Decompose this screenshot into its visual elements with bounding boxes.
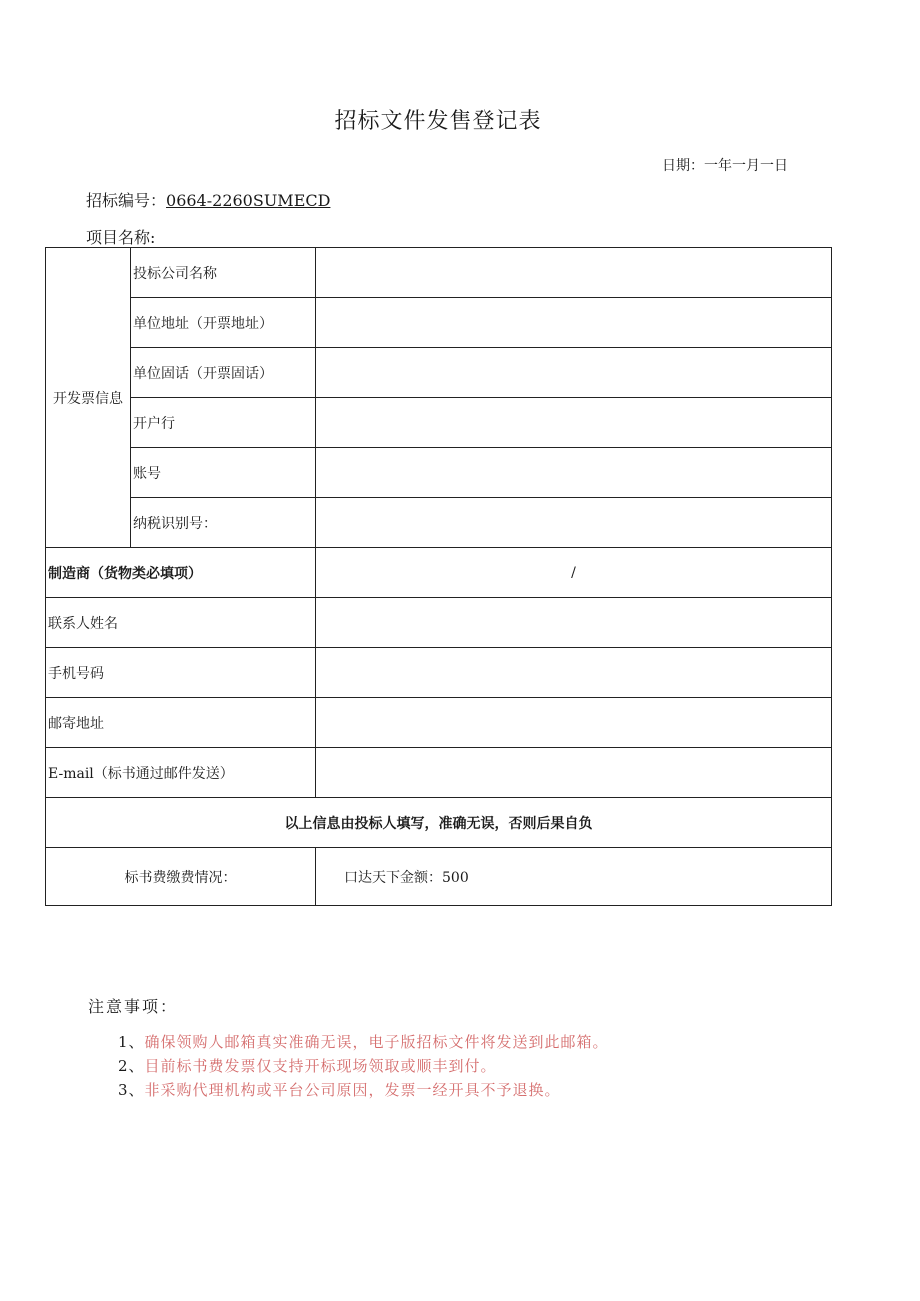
mail-address-label: 邮寄地址 bbox=[46, 698, 316, 748]
note-text: 非采购代理机构或平台公司原因，发票一经开具不予退换。 bbox=[144, 1081, 561, 1099]
note-text: 确保领购人邮箱真实准确无误，电子版招标文件将发送到此邮箱。 bbox=[144, 1033, 609, 1051]
bank-label: 开户行 bbox=[131, 398, 316, 448]
tender-code-label: 招标编号： bbox=[86, 191, 167, 210]
account-label: 账号 bbox=[131, 448, 316, 498]
bank-field[interactable] bbox=[316, 398, 832, 448]
invoice-info-label: 开发票信息 bbox=[46, 248, 131, 548]
tender-code-value: 0664-2260SUMECD bbox=[166, 191, 331, 210]
company-name-field[interactable] bbox=[316, 248, 832, 298]
mail-address-field[interactable] bbox=[316, 698, 832, 748]
phone-label: 单位固话（开票固话） bbox=[131, 348, 316, 398]
email-label: E-mail（标书通过邮件发送） bbox=[46, 748, 316, 798]
address-label: 单位地址（开票地址） bbox=[131, 298, 316, 348]
note-item bbox=[118, 1055, 497, 1076]
notes-title: 注意事项： bbox=[88, 997, 179, 1016]
manufacturer-label: 制造商（货物类必填项） bbox=[46, 548, 316, 598]
account-field[interactable] bbox=[316, 448, 832, 498]
note-text: 目前标书费发票仅支持开标现场领取或顺丰到付。 bbox=[144, 1057, 497, 1075]
manufacturer-field[interactable]: / bbox=[316, 548, 832, 598]
mobile-label: 手机号码 bbox=[46, 648, 316, 698]
mobile-field[interactable] bbox=[316, 648, 832, 698]
statement-row: 以上信息由投标人填写，准确无误，否则后果自负 bbox=[46, 798, 832, 848]
contact-name-label: 联系人姓名 bbox=[46, 598, 316, 648]
phone-field[interactable] bbox=[316, 348, 832, 398]
fee-value: 口达天下金额：500 bbox=[316, 848, 832, 906]
note-item bbox=[118, 1079, 561, 1100]
tender-code bbox=[86, 188, 330, 211]
contact-name-field[interactable] bbox=[316, 598, 832, 648]
note-number: 2、 bbox=[118, 1057, 145, 1075]
page-title: 招标文件发售登记表 bbox=[334, 109, 542, 134]
note-number: 1、 bbox=[118, 1033, 145, 1051]
address-field[interactable] bbox=[316, 298, 832, 348]
registration-table bbox=[45, 247, 832, 906]
fee-label: 标书费缴费情况： bbox=[46, 848, 316, 906]
date-line: 日期：一年一月一日 bbox=[662, 158, 788, 174]
tax-id-field[interactable] bbox=[316, 498, 832, 548]
email-field[interactable] bbox=[316, 748, 832, 798]
note-number: 3、 bbox=[118, 1081, 145, 1099]
tax-id-label: 纳税识别号： bbox=[131, 498, 316, 548]
note-item bbox=[118, 1031, 609, 1052]
project-name-label: 项目名称: bbox=[86, 228, 156, 247]
company-name-label: 投标公司名称 bbox=[131, 248, 316, 298]
